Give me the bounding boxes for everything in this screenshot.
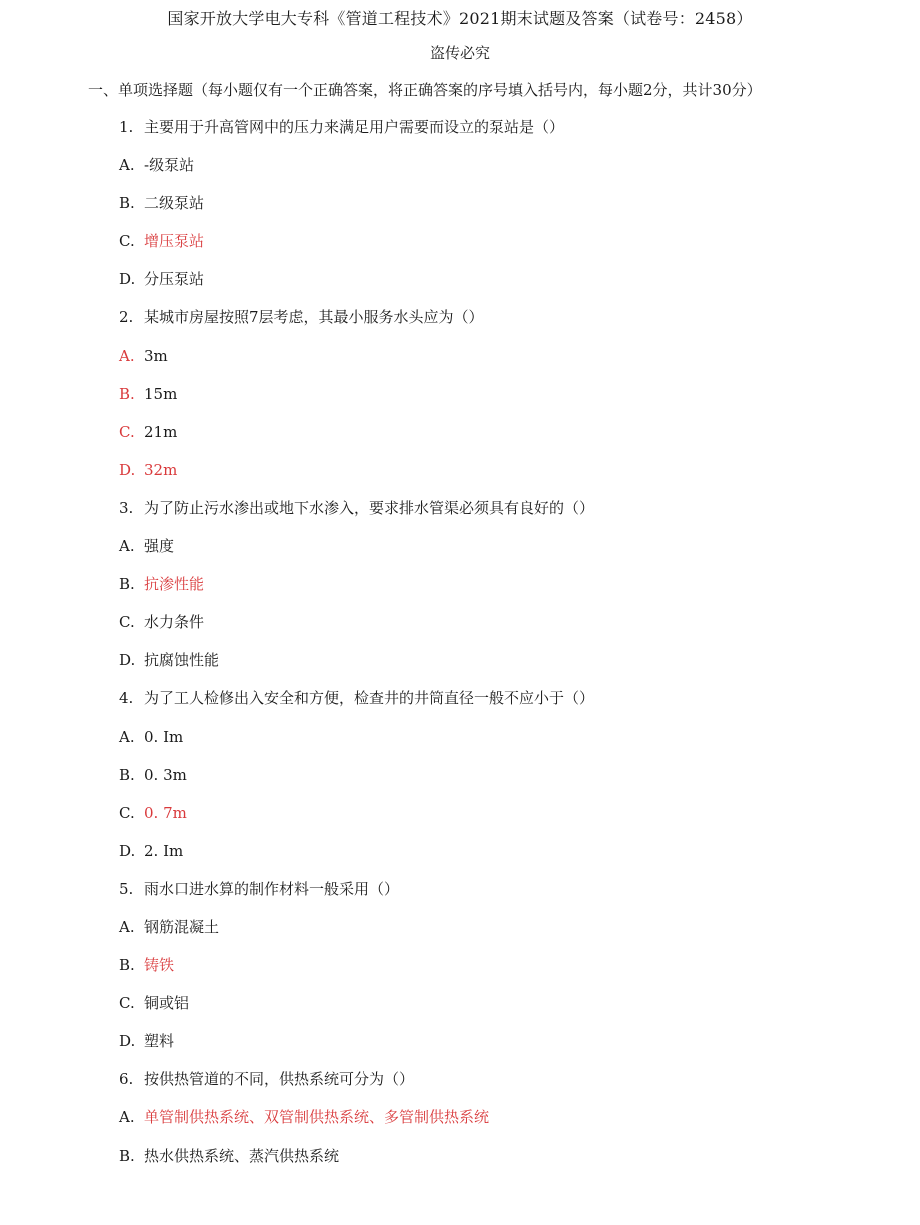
question-number: 6. — [119, 1070, 134, 1089]
question-text: 为了工人检修出入安全和方便，检查井的井筒直径一般不应小于（） — [144, 689, 595, 708]
option-label: C. — [119, 232, 135, 251]
option-text: 3m — [144, 346, 168, 365]
section-heading: 一、单项选择题（每小题仅有一个正确答案，将正确答案的序号填入括号内，每小题2分，共计30分） — [88, 81, 762, 99]
option-text: 2. Im — [144, 841, 184, 860]
option-3b-answer — [119, 574, 899, 612]
option-4c-answer — [119, 803, 899, 841]
option-text: 分压泵站 — [144, 270, 205, 289]
option-text: 水力条件 — [144, 613, 205, 632]
option-6b — [119, 1146, 899, 1184]
question-text: 主要用于升高管网中的压力来满足用户需要而设立的泵站是（） — [144, 118, 565, 136]
option-text-answer: 单管制供热系统、双管制供热系统、多管制供热系统 — [144, 1108, 490, 1127]
option-2d-answer — [119, 460, 899, 498]
option-label: B. — [119, 575, 135, 594]
document-subtitle: 盗传必究 — [429, 44, 490, 62]
option-label: B. — [119, 1146, 135, 1165]
option-text: 强度 — [144, 537, 175, 556]
option-3d — [119, 650, 899, 688]
option-5b-answer — [119, 955, 899, 993]
option-label: C. — [119, 422, 135, 441]
option-1b — [119, 193, 899, 231]
option-6a-answer — [119, 1107, 899, 1145]
option-label: D. — [119, 270, 136, 289]
option-text: 二级泵站 — [144, 194, 205, 213]
option-1c-answer — [119, 231, 899, 269]
option-label: A. — [119, 1108, 135, 1127]
option-text: 铜或铝 — [144, 994, 190, 1013]
question-4 — [119, 688, 899, 726]
option-label: A. — [119, 156, 135, 175]
option-label: D. — [119, 841, 136, 860]
question-number: 2. — [119, 308, 134, 327]
option-text: 0. 3m — [144, 765, 187, 784]
option-label: B. — [119, 194, 135, 213]
document-title: 国家开放大学电大专科《管道工程技术》2021期末试题及答案（试卷号：2458） — [167, 9, 753, 28]
option-text: 15m — [144, 384, 178, 403]
option-text: -级泵站 — [144, 156, 195, 175]
option-label: B. — [119, 384, 135, 403]
option-label: B. — [119, 956, 135, 975]
option-1d — [119, 269, 899, 307]
option-label: B. — [119, 765, 135, 784]
option-label: D. — [119, 651, 136, 670]
option-5a — [119, 917, 899, 955]
question-text: 雨水口进水算的制作材料一般采用（） — [144, 879, 400, 898]
option-text: 21m — [144, 422, 178, 441]
question-5 — [119, 879, 899, 917]
option-text-answer: 32m — [144, 460, 178, 479]
option-4b — [119, 765, 899, 803]
option-label: C. — [119, 803, 135, 822]
question-text: 按供热管道的不同，供热系统可分为（） — [144, 1070, 415, 1089]
option-label: A. — [119, 727, 135, 746]
option-label: A. — [119, 537, 135, 556]
option-2c — [119, 422, 899, 460]
question-text: 某城市房屋按照7层考虑，其最小服务水头应为（） — [144, 308, 484, 327]
option-label: C. — [119, 613, 135, 632]
option-text: 塑料 — [144, 1032, 175, 1051]
option-1a — [119, 155, 899, 193]
question-1 — [119, 117, 899, 155]
question-number: 1. — [119, 118, 134, 136]
question-number: 5. — [119, 879, 134, 898]
option-text-answer: 增压泵站 — [144, 232, 205, 251]
option-2a — [119, 346, 899, 384]
question-6 — [119, 1069, 899, 1107]
question-number: 3. — [119, 498, 134, 517]
option-text: 抗腐蚀性能 — [144, 651, 220, 670]
question-number: 4. — [119, 689, 134, 708]
option-label: D. — [119, 1032, 136, 1051]
option-label: A. — [119, 346, 135, 365]
option-3c — [119, 612, 899, 650]
option-label: A. — [119, 917, 135, 936]
option-label: D. — [119, 460, 136, 479]
option-text: 钢筋混凝土 — [144, 917, 220, 936]
option-3a — [119, 536, 899, 574]
question-2 — [119, 307, 899, 345]
option-text-answer: 铸铁 — [144, 956, 175, 975]
question-3 — [119, 498, 899, 536]
option-text: 0. Im — [144, 727, 184, 746]
option-4a — [119, 727, 899, 765]
question-text: 为了防止污水渗出或地下水渗入，要求排水管渠必须具有良好的（） — [144, 498, 595, 517]
option-label: C. — [119, 994, 135, 1013]
option-5c — [119, 993, 899, 1031]
question-list — [119, 117, 899, 1184]
option-4d — [119, 841, 899, 879]
option-2b — [119, 384, 899, 422]
option-text-answer: 0. 7m — [144, 803, 187, 822]
option-text-answer: 抗渗性能 — [144, 575, 205, 594]
option-5d — [119, 1031, 899, 1069]
option-text: 热水供热系统、蒸汽供热系统 — [144, 1146, 340, 1165]
